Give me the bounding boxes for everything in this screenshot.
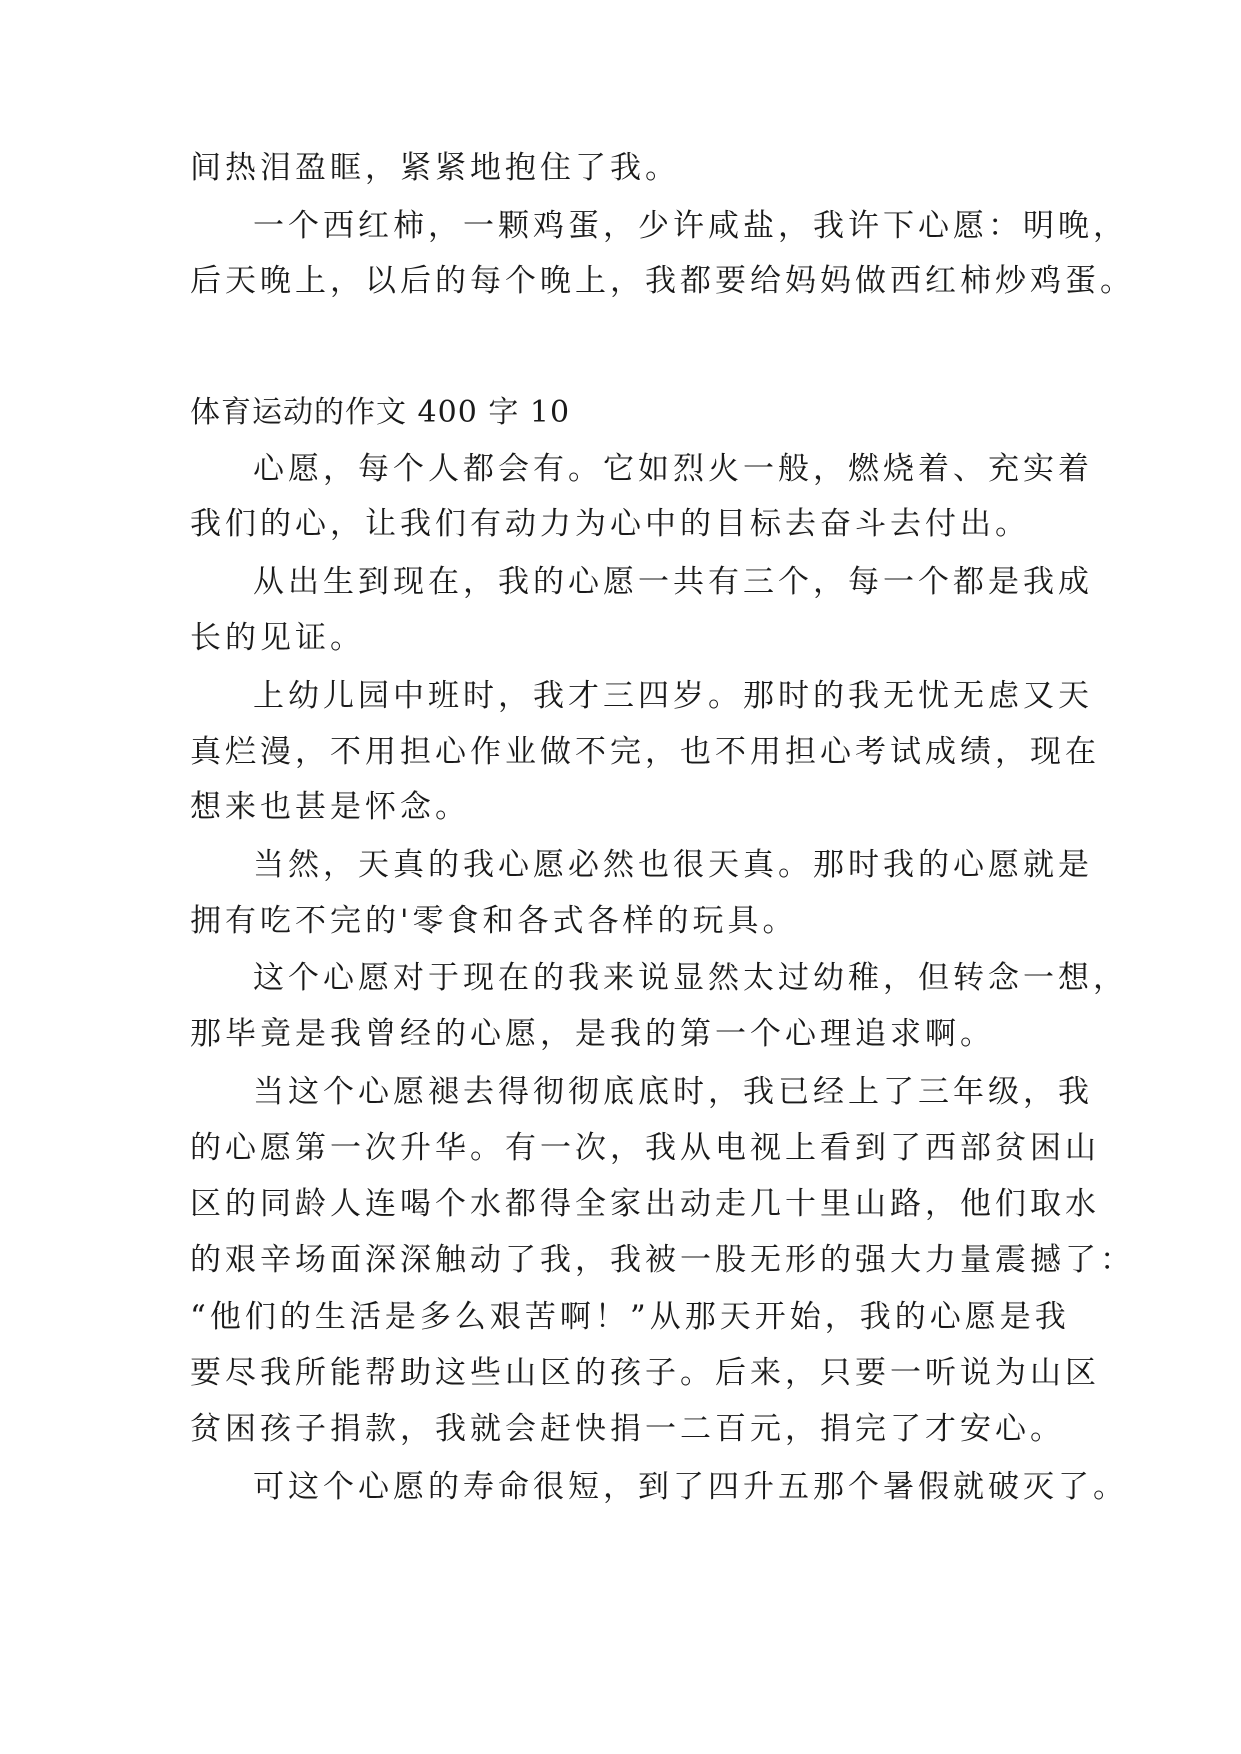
text-line: 区的同龄人连喝个水都得全家出动走几十里山路，他们取水 bbox=[190, 1186, 1100, 1222]
text-line: 的心愿第一次升华。有一次，我从电视上看到了西部贫困山 bbox=[190, 1130, 1100, 1166]
text-line: 间热泪盈眶，紧紧地抱住了我。 bbox=[190, 150, 680, 186]
text-line: 我们的心，让我们有动力为心中的目标去奋斗去付出。 bbox=[190, 506, 1030, 542]
text-line: 要尽我所能帮助这些山区的孩子。后来，只要一听说为山区 bbox=[190, 1355, 1100, 1391]
text-line: 当然，天真的我心愿必然也很天真。那时我的心愿就是 bbox=[253, 847, 1093, 883]
text-line: 长的见证。 bbox=[190, 620, 365, 656]
text-line: 的艰辛场面深深触动了我，我被一股无形的强大力量震撼了： bbox=[190, 1242, 1135, 1278]
section-heading: 体育运动的作文 400 字 10 bbox=[190, 395, 571, 430]
text-line: 从出生到现在，我的心愿一共有三个，每一个都是我成 bbox=[253, 564, 1093, 600]
text-line: 后天晚上，以后的每个晚上，我都要给妈妈做西红柿炒鸡蛋。 bbox=[190, 263, 1135, 299]
text-line: 可这个心愿的寿命很短，到了四升五那个暑假就破灭了。 bbox=[253, 1469, 1128, 1505]
text-line: 贫困孩子捐款，我就会赶快捐一二百元，捐完了才安心。 bbox=[190, 1411, 1065, 1447]
text-line: 拥有吃不完的'零食和各式各样的玩具。 bbox=[190, 903, 798, 939]
text-line: 真烂漫，不用担心作业做不完，也不用担心考试成绩，现在 bbox=[190, 734, 1100, 770]
text-line: 想来也甚是怀念。 bbox=[190, 789, 470, 825]
text-line: 那毕竟是我曾经的心愿，是我的第一个心理追求啊。 bbox=[190, 1016, 995, 1052]
text-line: 上幼儿园中班时，我才三四岁。那时的我无忧无虑又天 bbox=[253, 678, 1093, 714]
text-line: 心愿，每个人都会有。它如烈火一般，燃烧着、充实着 bbox=[253, 451, 1093, 487]
text-line: 一个西红柿，一颗鸡蛋，少许咸盐，我许下心愿：明晚， bbox=[253, 208, 1128, 244]
text-line: 这个心愿对于现在的我来说显然太过幼稚，但转念一想， bbox=[253, 960, 1128, 996]
text-line: 当这个心愿褪去得彻彻底底时，我已经上了三年级，我 bbox=[253, 1074, 1093, 1110]
text-line: “他们的生活是多么艰苦啊！”从那天开始，我的心愿是我 bbox=[190, 1299, 1070, 1335]
